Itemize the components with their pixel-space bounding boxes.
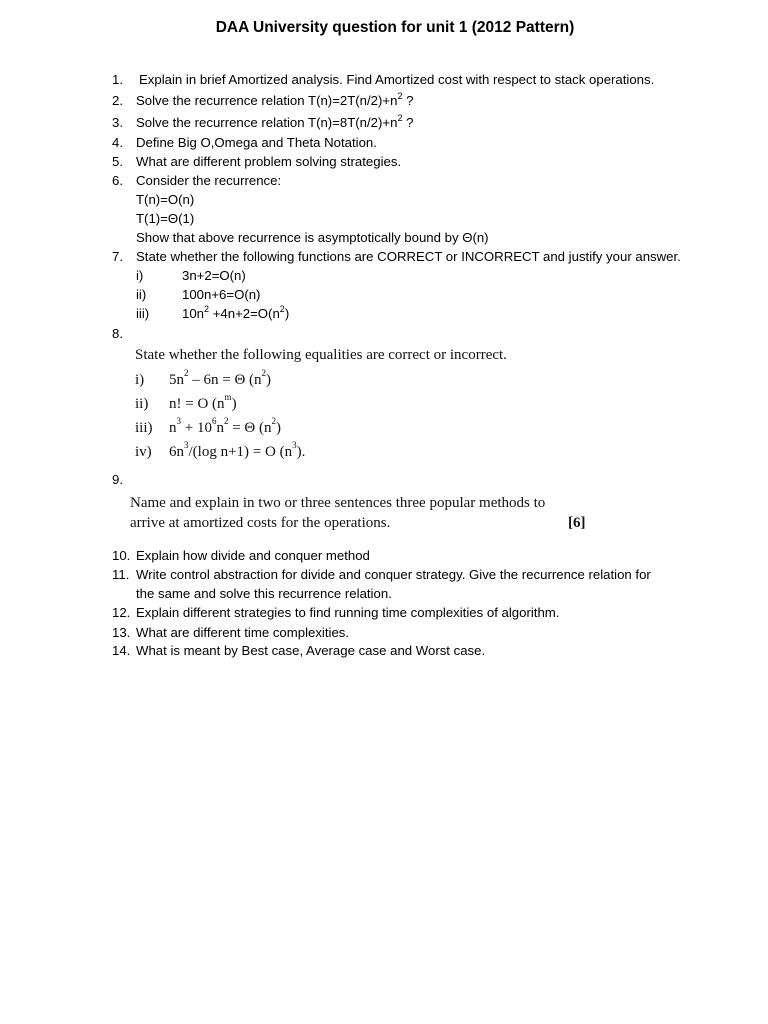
- document-title: DAA University question for unit 1 (2012 Pattern): [215, 19, 575, 36]
- question-text: Define Big O,Omega and Theta Notation.: [136, 135, 377, 150]
- question-text: What are different problem solving strategies.: [136, 154, 402, 169]
- question-number: 3.: [112, 115, 123, 130]
- question-8-scanned-image: [135, 346, 555, 466]
- question-number: 7.: [112, 249, 123, 264]
- question-text: Write control abstraction for divide and conquer strategy. Give the recurrence relation for: [136, 567, 651, 582]
- question-text: What are different time complexities.: [136, 625, 350, 640]
- question-8-heading: State whether the following equalities are correct or incorrect.: [135, 347, 507, 363]
- question-number: 12.: [112, 605, 131, 620]
- question-text: Explain in brief Amortized analysis. Find Amortized cost with respect to stack operations.: [139, 72, 655, 87]
- question-text: Explain different strategies to find running time complexities of algorithm.: [136, 605, 560, 620]
- question-number: 13.: [112, 625, 131, 640]
- question-8-item-1: i) $5n^2 - 6n = \Theta$ $(n^2)$: [135, 368, 272, 388]
- question-number: 1.: [112, 72, 123, 87]
- question-number: 8.: [112, 326, 123, 341]
- question-text: State whether the following functions are CORRECT or INCORRECT and justify your answer.: [136, 249, 681, 264]
- question-8-item-3: iii) $n^3 + 10^6n^2 = \Theta$ $(n^2)$: [135, 416, 282, 436]
- question-number: 10.: [112, 548, 131, 563]
- question-number: 5.: [112, 154, 123, 169]
- question-number: 11.: [112, 567, 130, 582]
- document-page: DAA University question for unit 1 (2012 Pattern) 1. Explain in brief Amortized analysis. Find Amortized cost with respect to stack operations. 2. Solve the recurrence relation $T(n)=2T(n/2)+n^2$ ? 3. Solve the recurrence relation $T(n)=8T(n/2)+n^2$ ? 4. Define Big O,Omega and Theta Notation. 5. What are different problem solving strategies. 6. Consider the recurrence: T(n)=O(n) T(1)=Θ(1) Show that above recurrence is asymptotically bound by Θ(n) 7. State whether the following functions are CORRECT or INCORRECT and justify your answer. i) 3n+2=O(n) ii) 100n+6=O(n) iii) $10n^2 +4n+2=O(n^2)$ 8. State whether the following equalities are correct or incorrect. i) $5n^2 - 6n = \Theta$ $(n^2)$ ii) n! = O $(n^m)$ iii) $n^3 + 10^6n^2 = \Theta$ $(n^2)$ iv) $6n^3/(\log$ n+1) = O $(n^3)$. 9. Name and explain in two or three sentences three popular methods to arrive at amortized costs for the operations. [6] 10. Explain how divide and conquer method 11. Write control abstraction for divide and conquer strategy. Give the recurrence relation for the same and solve this recurrence relation. 12. Explain different strategies to find running time complexities of algorithm. 13. What are different time complexities. 14. What is meant by Best case, Average case and Worst case.: [0, 0, 768, 1024]
- question-number: 6.: [112, 173, 123, 188]
- question-number: 2.: [112, 93, 123, 108]
- question-number: 9.: [112, 472, 123, 487]
- question-9-line-1: Name and explain in two or three sentences three popular methods to: [130, 495, 546, 511]
- question-text: Consider the recurrence:: [136, 173, 282, 188]
- question-text: What is meant by Best case, Average case and Worst case.: [136, 643, 486, 658]
- question-number: 4.: [112, 135, 123, 150]
- question-9-marks: [6]: [568, 515, 586, 531]
- question-9-scanned-image: [130, 494, 600, 538]
- question-8-item-4: iv) $6n^3/(\log$ n+1) = O $(n^3)$.: [135, 440, 306, 460]
- question-number: 14.: [112, 643, 131, 658]
- question-8-item-2: ii) n! = O $(n^m)$: [135, 392, 237, 412]
- question-text: Solve the recurrence relation $T(n)=8T(n/2)+n^2$ ?: [136, 112, 414, 130]
- question-9-line-2: arrive at amortized costs for the operations.: [130, 515, 391, 531]
- question-text: Solve the recurrence relation $T(n)=2T(n/2)+n^2$ ?: [136, 90, 414, 108]
- question-text: Explain how divide and conquer method: [136, 548, 370, 563]
